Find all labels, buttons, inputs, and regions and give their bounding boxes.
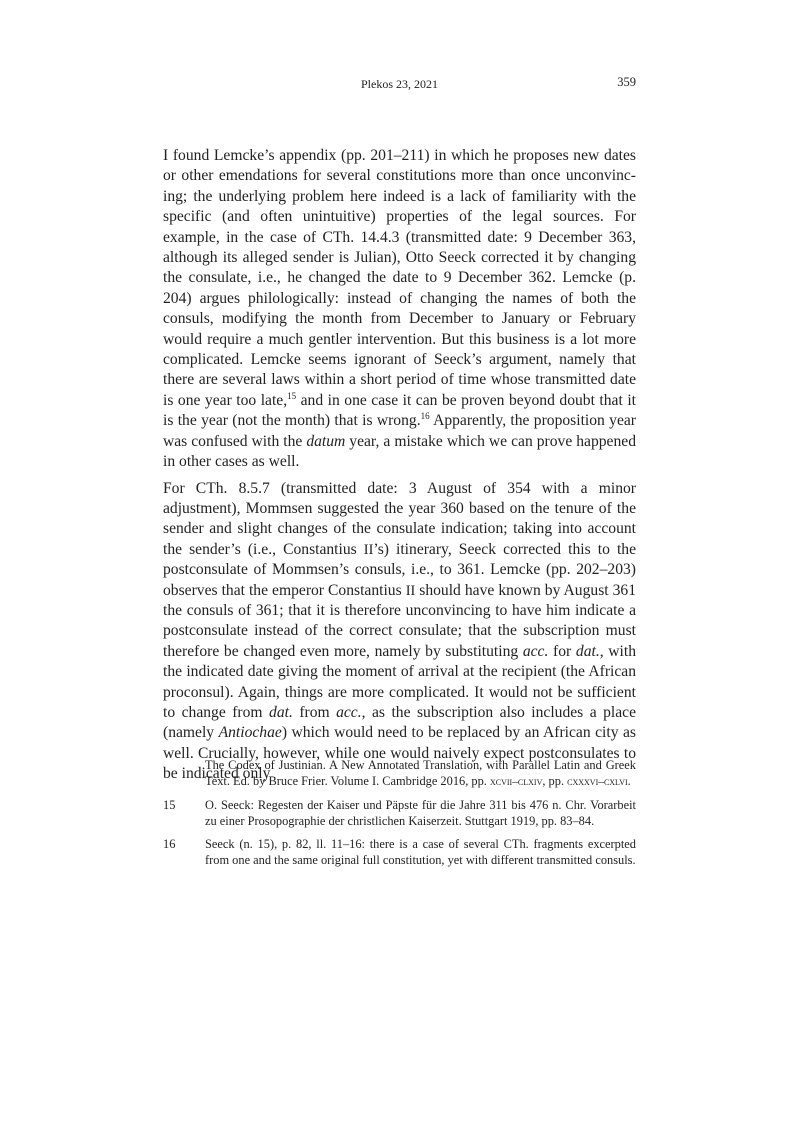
italic-term: datum	[306, 432, 346, 450]
text-span: for	[548, 642, 576, 660]
text-span: , with the indicated date giving the moment of arrival at the recipient (the African proconsul). Again, things are more complicated. It would not be sufficient to change from	[163, 642, 636, 721]
italic-term: dat.	[269, 703, 293, 721]
text-span: , as the subscription also includes a place (namely	[163, 703, 636, 742]
footnote-text: Seeck (n. 15), p. 82, ll. 11–16: there is a case of several CTh. fragments excerpted from one and the same original full constitution, yet with different transmitted consuls.	[205, 836, 636, 868]
text-span: from	[292, 703, 337, 721]
roman-numeral: cxxxvi–cxlvi	[567, 776, 628, 789]
text-span: I found Lemcke’s appendix (pp. 201–211) in which he proposes new dates or other emendations for several constitutions more than once unconvincing; the underlying problem here indeed is a lack of familiarity with the specific (and often unintuitive) properties of the legal sources. For example, in the case of CTh. 14.4.3 (transmitted date: 9 December 363, although its alleged sender is Julian), Otto Seeck corrected it by changing the consulate, i.e., he changed the date to 9 December 362. Lemcke (p. 204) argues philologically: instead of changing the names of both the consuls, modifying the month from December to January or February would require a much gentler intervention. But this business is a lot more complicated. Lemcke seems ignorant of Seeck’s argument, namely that there are several laws within a short period of time whose transmitted date is one year too late,	[163, 147, 636, 409]
footnote-text: , pp.	[542, 774, 568, 789]
page-number: 359	[617, 75, 636, 89]
footnote-15	[163, 797, 636, 830]
text-span: For CTh. 8.5.7 (transmitted date: 3 August of 354 with a minor adjustment), Mommsen suggested the year 360 based on the tenure of the sender and slight changes of the consulate indication; taking into account the sender’s (i.e., Constantius	[163, 479, 636, 558]
text-span: year, a mistake which we can prove happened in other cases as well.	[163, 432, 636, 471]
footnote-continued	[163, 757, 636, 791]
italic-term: acc.	[336, 703, 362, 721]
paragraph-2	[163, 479, 636, 785]
footnote-ref-16[interactable]: 16	[420, 411, 430, 422]
text-span: ) which would need to be replaced by an African city as well. Crucially, however, while one would naively expect postconsulates to be indicated only	[163, 724, 636, 783]
paragraph-1	[163, 146, 636, 473]
text-span: Apparently, the proposition year was confused with the	[163, 412, 636, 450]
roman-numeral: II	[363, 541, 374, 558]
running-head	[0, 75, 799, 95]
italic-term: dat.	[575, 642, 600, 660]
footnote-ref-15[interactable]: 15	[287, 390, 297, 401]
text-span: ’s) itinerary, Seeck corrected this to the postconsulate of Mommsen’s consuls, i.e., to 361. Lemcke (pp. 202–203) observes that the emperor Constantius	[163, 540, 637, 599]
italic-term: acc.	[522, 642, 549, 660]
body-text	[163, 146, 636, 785]
footnote-number: 15	[163, 797, 176, 812]
journal-title: Plekos 23, 2021	[360, 77, 438, 91]
footnote-number: 16	[163, 836, 176, 851]
footnotes	[163, 757, 636, 874]
footnote-16	[163, 836, 636, 869]
footnote-text: O. Seeck: Regesten der Kaiser und Päpste für die Jahre 311 bis 476 n. Chr. Vorarbeit zu einer Prosopographie der christlichen Kaiserzeit. Stuttgart 1919, pp. 83–84.	[205, 797, 636, 829]
roman-numeral: II	[405, 582, 416, 599]
footnote-text: The Codex of Justinian. A New Annotated Translation, with Parallel Latin and Greek Text. Ed. by Bruce Frier. Volume I. Cambridge 2016, pp.	[205, 758, 636, 789]
footnote-text: .	[627, 774, 631, 789]
italic-term: Antiochae	[218, 724, 282, 742]
roman-numeral: xcvii–clxiv	[490, 776, 543, 789]
text-span: should have known by August 361 the consuls of 361; that it is therefore unconvincing to have him indicate a postconsulate instead of the correct consulate; that the subscription must therefore be changed even more, namely by substituting	[163, 581, 636, 660]
text-span: and in one case it can be proven beyond doubt that it is the year (not the month) that is wrong.	[163, 391, 636, 430]
